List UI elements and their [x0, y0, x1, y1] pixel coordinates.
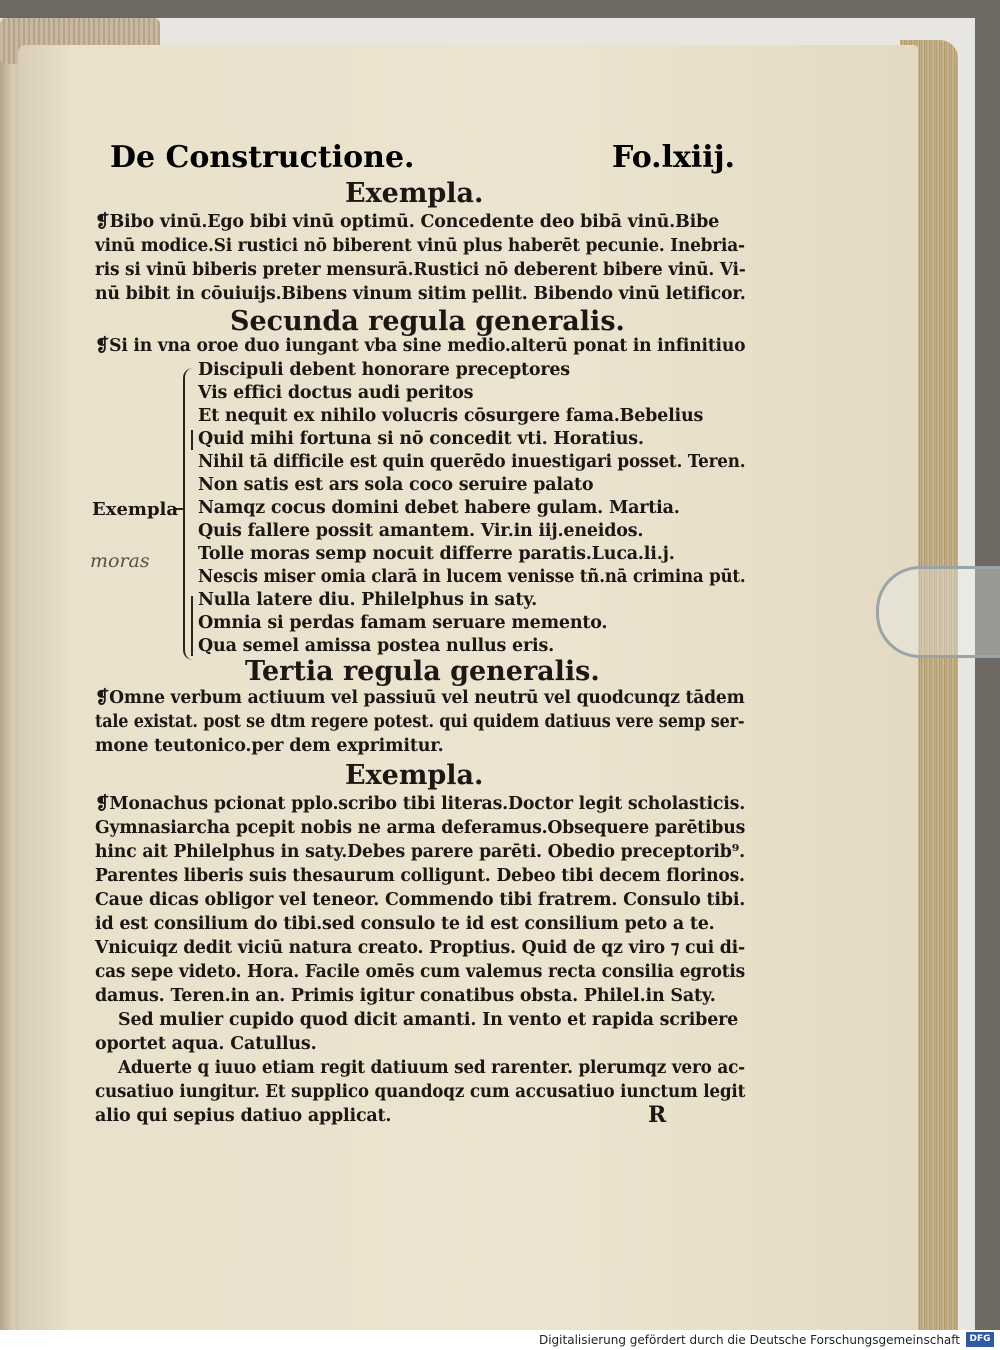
example-line: Vis effici doctus audi peritos — [198, 383, 474, 403]
running-title: De Constructione. — [110, 140, 415, 175]
section2-heading: Secunda regula generalis. — [230, 306, 625, 337]
text-line: ❡Omne verbum actiuum vel passiuū vel neutrū vel quodcunqz tādem — [95, 688, 745, 708]
example-line: Namqz cocus domini debet habere gulam. Martia. — [198, 498, 680, 518]
brace-sub-bar — [191, 596, 193, 656]
text-line: ris si vinū biberis preter mensurā.Rustici nō deberent bibere vinū. Vi- — [95, 260, 746, 280]
page-clip — [876, 566, 1000, 658]
text-line: Gymnasiarcha pcepit nobis ne arma deferamus.Obsequere parētibus — [95, 818, 746, 838]
example-line: Quid mihi fortuna si nō concedit vti. Horatius. — [198, 429, 644, 449]
text-line: Parentes liberis suis thesaurum colligunt. Debeo tibi decem florinos. — [95, 866, 745, 886]
text-line: vinū modice.Si rustici nō biberent vinū plus haberēt pecunie. Inebria- — [95, 236, 745, 256]
brace-sub-bar — [191, 430, 193, 450]
dfg-logo: DFG — [966, 1332, 994, 1347]
example-line: Et nequit ex nihilo volucris cōsurgere fama.Bebelius — [198, 406, 704, 426]
text-line: Vnicuiqz dedit viciū natura creato. Proptius. Quid de qz viro ⁊ cui di- — [95, 938, 746, 958]
example-line: Nescis miser omia clarā in lucem venisse tñ.nā crimina pūt. — [198, 567, 746, 587]
text-line: alio qui sepius datiuo applicat. — [95, 1106, 392, 1126]
text-line: cusatiuo iungitur. Et supplico quandoqz cum accusatiuo iunctum legit — [95, 1082, 746, 1102]
example-line: Nihil tā difficile est quin querēdo inuestigari posset. Teren. — [198, 452, 746, 472]
text-line: damus. Teren.in an. Primis igitur conatibus obsta. Philel.in Saty. — [95, 986, 716, 1006]
page-header — [110, 140, 735, 180]
section1-heading: Exempla. — [345, 178, 484, 209]
text-line: ❡Monachus pcionat pplo.scribo tibi literas.Doctor legit scholasticis. — [95, 794, 746, 814]
example-line: Omnia si perdas famam seruare memento. — [198, 613, 608, 633]
text-line: Aduerte q iuuo etiam regit datiuum sed rarenter. plerumqz vero ac- — [118, 1058, 745, 1078]
funding-credit: Digitalisierung gefördert durch die Deutsche Forschungsgemeinschaft — [538, 1333, 960, 1347]
catchword: R — [648, 1102, 667, 1128]
folio-number: Fo.lxiij. — [612, 140, 735, 175]
margin-note: moras — [90, 550, 150, 572]
example-line: Qua semel amissa postea nullus eris. — [198, 636, 554, 656]
text-line: Caue dicas obligor vel teneor. Commendo tibi fratrem. Consulo tibi. — [95, 890, 746, 910]
text-line: id est consilium do tibi.sed consulo te id est consilium peto a te. — [95, 914, 715, 934]
text-line: ❡Bibo vinū.Ego bibi vinū optimū. Concedente deo bibā vinū.Bibe — [95, 212, 720, 232]
text-line: hinc ait Philelphus in saty.Debes parere parēti. Obedio preceptorib⁹. — [95, 842, 745, 862]
rule-intro: ❡Si in vna oroe duo iungant vba sine medio.alterū ponat in infinitiuo — [95, 336, 746, 356]
text-line: oportet aqua. Catullus. — [95, 1034, 317, 1054]
text-line: cas sepe videto. Hora. Facile omēs cum valemus recta consilia egrotis — [95, 962, 745, 982]
example-line: Nulla latere diu. Philelphus in saty. — [198, 590, 538, 610]
brace-label: Exempla — [92, 499, 179, 520]
example-line: Tolle moras semp nocuit differre paratis.Luca.li.j. — [198, 544, 675, 564]
example-line: Non satis est ars sola coco seruire palato — [198, 475, 594, 495]
text-line: nū bibit in cōuiuijs.Bibens vinum sitim pellit. Bibendo vinū letificor. — [95, 284, 746, 304]
text-line: tale existat. post se dtm regere potest. qui quidem datiuus vere semp ser- — [95, 712, 745, 732]
brace — [183, 368, 195, 660]
section4-heading: Exempla. — [345, 760, 484, 791]
text-line: Sed mulier cupido quod dicit amanti. In vento et rapida scribere — [118, 1010, 739, 1030]
section3-heading: Tertia regula generalis. — [245, 656, 600, 687]
example-line: Quis fallere possit amantem. Vir.in iij.eneidos. — [198, 521, 644, 541]
example-line: Discipuli debent honorare preceptores — [198, 360, 570, 380]
footer-bar — [0, 1330, 1000, 1350]
text-line: mone teutonico.per dem exprimitur. — [95, 736, 444, 756]
